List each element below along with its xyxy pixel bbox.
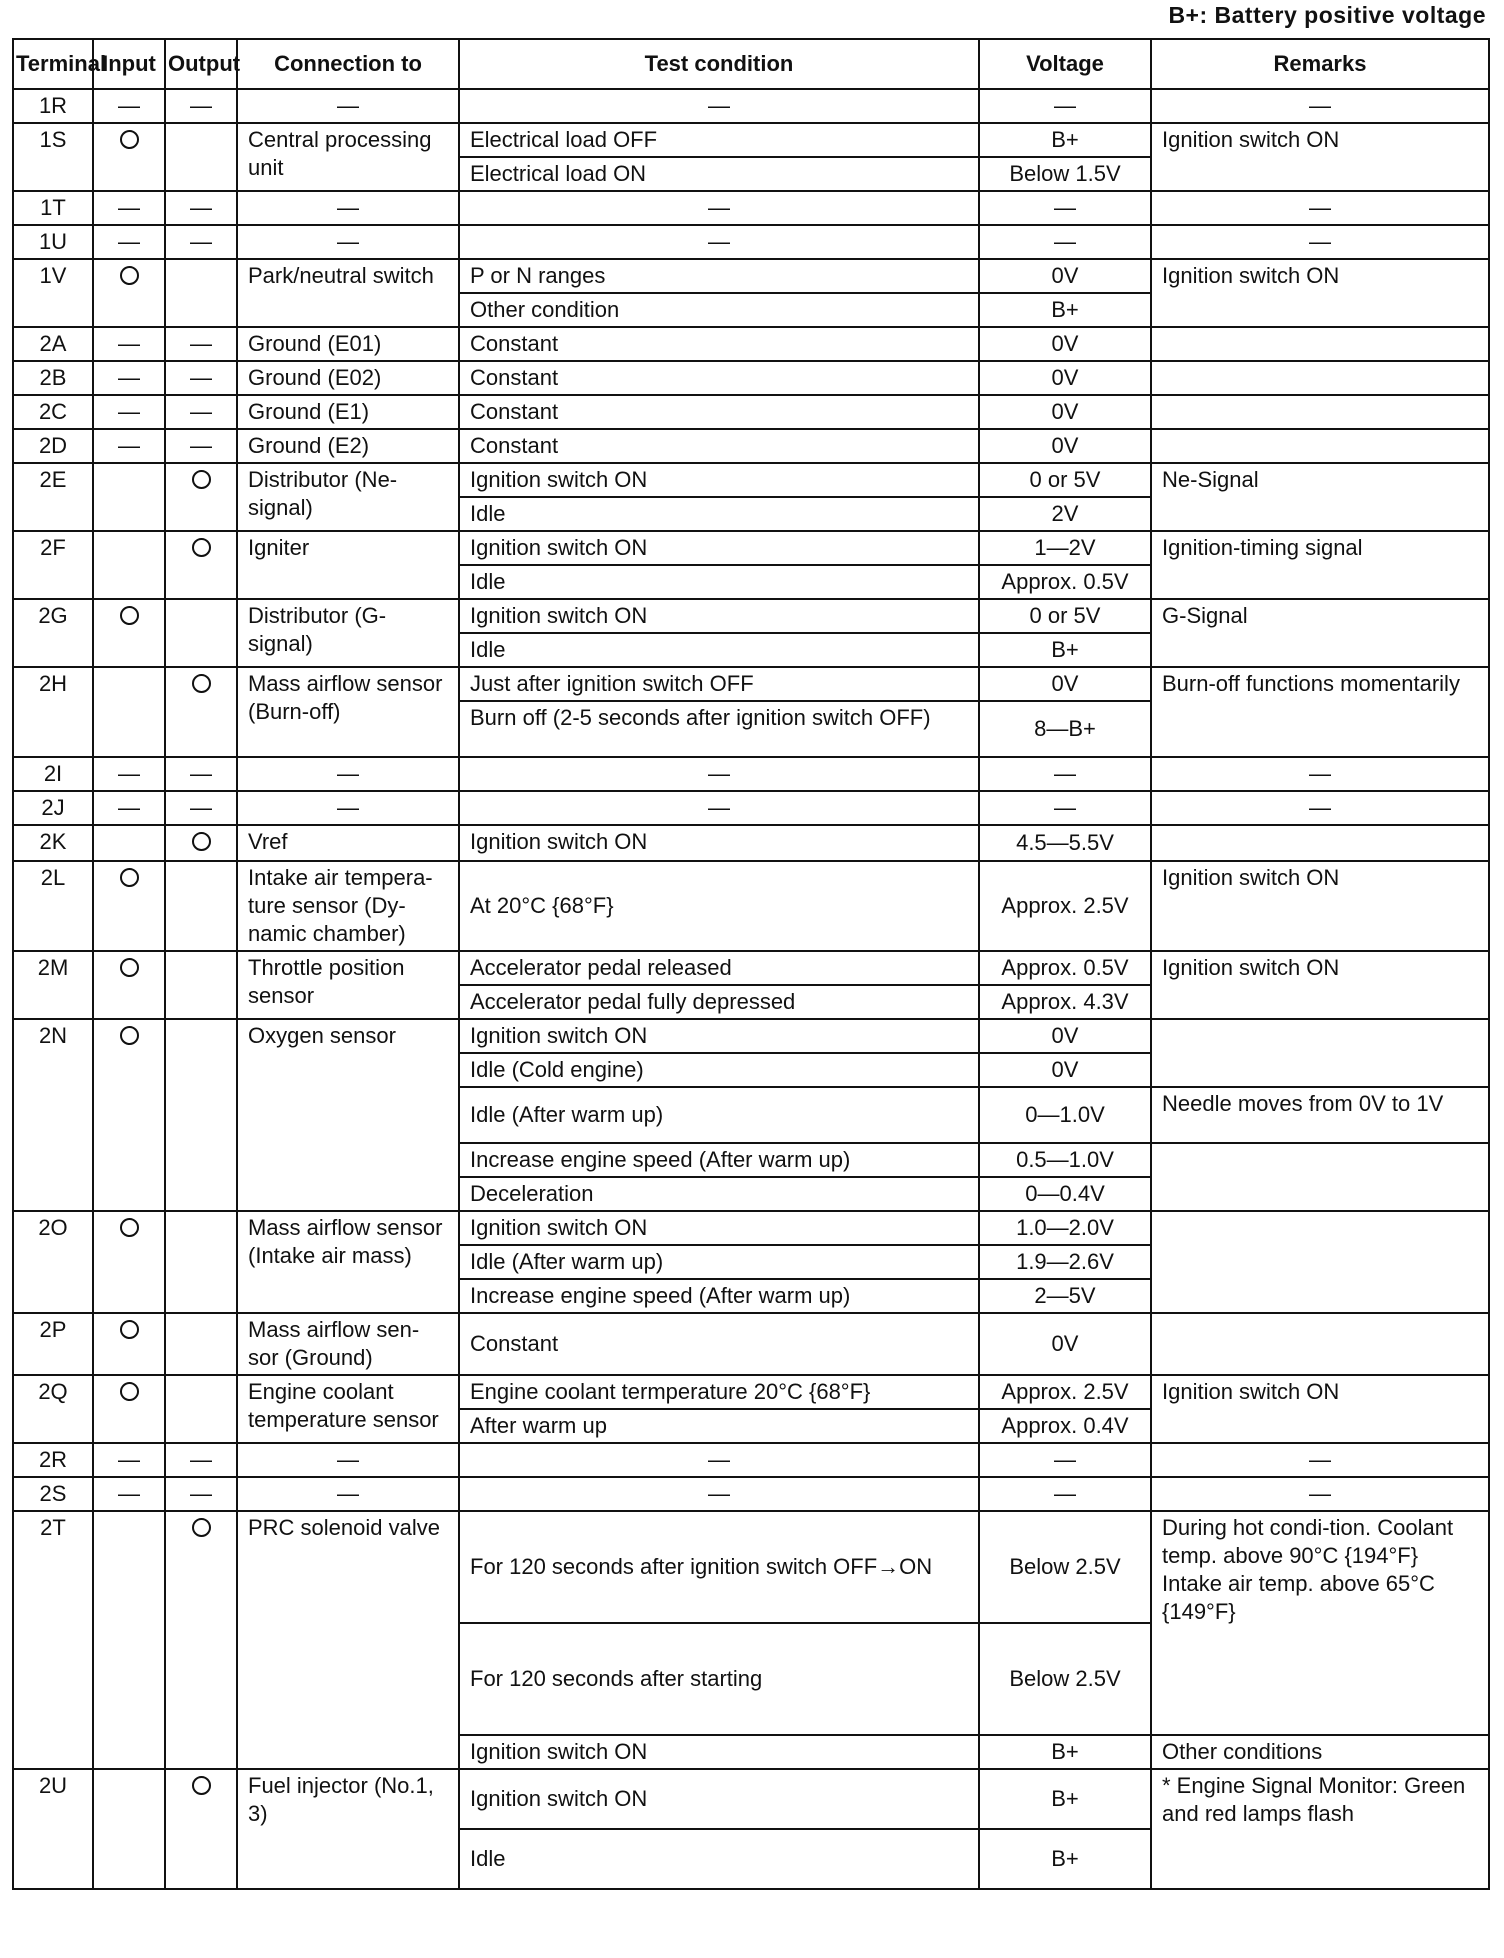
condition-cell: Idle (After warm up) xyxy=(459,1087,979,1143)
remarks-cell: — xyxy=(1151,757,1489,791)
remarks-cell: * Engine Signal Monitor: Green and red lamps flash xyxy=(1151,1769,1489,1889)
output-cell: — xyxy=(165,1477,237,1511)
voltage-cell: Approx. 2.5V xyxy=(979,861,1151,951)
terminal-cell: 1U xyxy=(13,225,93,259)
terminal-cell: 2B xyxy=(13,361,93,395)
condition-cell: Constant xyxy=(459,429,979,463)
terminal-cell: 2G xyxy=(13,599,93,667)
input-cell xyxy=(93,463,165,531)
condition-cell: Ignition switch ON xyxy=(459,463,979,497)
condition-cell: After warm up xyxy=(459,1409,979,1443)
table-row xyxy=(13,1443,1489,1477)
condition-cell: Electrical load OFF xyxy=(459,123,979,157)
table-row xyxy=(13,757,1489,791)
table-row xyxy=(13,1511,1489,1623)
condition-cell: Constant xyxy=(459,395,979,429)
input-cell: — xyxy=(93,429,165,463)
voltage-cell: Approx. 4.3V xyxy=(979,985,1151,1019)
remarks-cell: Needle moves from 0V to 1V xyxy=(1151,1087,1489,1143)
input-cell xyxy=(93,1375,165,1443)
remarks-cell: — xyxy=(1151,225,1489,259)
connection-cell: Vref xyxy=(237,825,459,861)
table-row xyxy=(13,191,1489,225)
input-cell: — xyxy=(93,1477,165,1511)
output-cell xyxy=(165,1769,237,1889)
output-cell: — xyxy=(165,395,237,429)
voltage-cell: B+ xyxy=(979,1829,1151,1889)
remarks-cell: — xyxy=(1151,1443,1489,1477)
voltage-cell: 1.0—2.0V xyxy=(979,1211,1151,1245)
condition-cell: Idle xyxy=(459,633,979,667)
condition-cell: Ignition switch ON xyxy=(459,825,979,861)
terminal-cell: 2M xyxy=(13,951,93,1019)
connection-cell: — xyxy=(237,191,459,225)
connection-cell: Mass airflow sensor (Intake air mass) xyxy=(237,1211,459,1313)
header-remarks: Remarks xyxy=(1151,39,1489,89)
condition-cell: Idle xyxy=(459,497,979,531)
input-circle-icon xyxy=(120,1382,139,1401)
remarks-cell xyxy=(1151,1019,1489,1087)
input-cell: — xyxy=(93,89,165,123)
voltage-cell: Approx. 2.5V xyxy=(979,1375,1151,1409)
input-cell xyxy=(93,1769,165,1889)
remarks-cell: G-Signal xyxy=(1151,599,1489,667)
terminal-cell: 2C xyxy=(13,395,93,429)
input-cell xyxy=(93,259,165,327)
condition-cell: Deceleration xyxy=(459,1177,979,1211)
voltage-cell: 0.5—1.0V xyxy=(979,1143,1151,1177)
condition-cell: Idle (Cold engine) xyxy=(459,1053,979,1087)
output-cell: — xyxy=(165,89,237,123)
voltage-cell: — xyxy=(979,89,1151,123)
remarks-cell: Ignition switch ON xyxy=(1151,123,1489,191)
table-row xyxy=(13,861,1489,951)
header-test-condition: Test condition xyxy=(459,39,979,89)
voltage-cell: 0V xyxy=(979,395,1151,429)
voltage-cell: B+ xyxy=(979,293,1151,327)
condition-cell: — xyxy=(459,89,979,123)
output-cell: — xyxy=(165,191,237,225)
connection-cell: Distributor (Ne-signal) xyxy=(237,463,459,531)
remarks-cell: Ne-Signal xyxy=(1151,463,1489,531)
voltage-cell: Below 2.5V xyxy=(979,1511,1151,1623)
voltage-cell: Approx. 0.5V xyxy=(979,565,1151,599)
voltage-cell: 1.9—2.6V xyxy=(979,1245,1151,1279)
voltage-cell: B+ xyxy=(979,633,1151,667)
voltage-cell: B+ xyxy=(979,1769,1151,1829)
output-cell xyxy=(165,1211,237,1313)
condition-cell: Accelerator pedal released xyxy=(459,951,979,985)
condition-cell: Other condition xyxy=(459,293,979,327)
output-circle-icon xyxy=(192,470,211,489)
terminal-cell: 1S xyxy=(13,123,93,191)
table-row xyxy=(13,259,1489,293)
output-cell xyxy=(165,667,237,757)
input-circle-icon xyxy=(120,958,139,977)
connection-cell: — xyxy=(237,1477,459,1511)
input-cell xyxy=(93,123,165,191)
voltage-cell: 8—B+ xyxy=(979,701,1151,757)
connection-cell: Engine coolant temperature sensor xyxy=(237,1375,459,1443)
voltage-cell: 0V xyxy=(979,1019,1151,1053)
output-cell xyxy=(165,825,237,861)
remarks-cell xyxy=(1151,327,1489,361)
remarks-cell: Other conditions xyxy=(1151,1735,1489,1769)
remarks-cell: Ignition switch ON xyxy=(1151,951,1489,1019)
table-row xyxy=(13,791,1489,825)
output-cell xyxy=(165,861,237,951)
remarks-cell xyxy=(1151,1211,1489,1313)
header-output: Output xyxy=(165,39,237,89)
condition-cell: Ignition switch ON xyxy=(459,599,979,633)
terminal-cell: 2I xyxy=(13,757,93,791)
voltage-cell: 1—2V xyxy=(979,531,1151,565)
voltage-cell: 2—5V xyxy=(979,1279,1151,1313)
input-circle-icon xyxy=(120,868,139,887)
voltage-cell: 0V xyxy=(979,361,1151,395)
terminal-cell: 2H xyxy=(13,667,93,757)
condition-cell: Accelerator pedal fully depressed xyxy=(459,985,979,1019)
condition-cell: — xyxy=(459,1443,979,1477)
input-cell xyxy=(93,1313,165,1375)
voltage-cell: B+ xyxy=(979,123,1151,157)
remarks-cell: Ignition switch ON xyxy=(1151,1375,1489,1443)
output-cell xyxy=(165,259,237,327)
terminal-cell: 2T xyxy=(13,1511,93,1769)
voltage-cell: Approx. 0.5V xyxy=(979,951,1151,985)
voltage-cell: Below 1.5V xyxy=(979,157,1151,191)
condition-cell: Increase engine speed (After warm up) xyxy=(459,1279,979,1313)
header-voltage: Voltage xyxy=(979,39,1151,89)
table-row xyxy=(13,89,1489,123)
output-cell xyxy=(165,123,237,191)
input-cell: — xyxy=(93,791,165,825)
connection-cell: — xyxy=(237,757,459,791)
input-circle-icon xyxy=(120,606,139,625)
terminal-cell: 2P xyxy=(13,1313,93,1375)
connection-cell: PRC solenoid valve xyxy=(237,1511,459,1769)
remarks-cell xyxy=(1151,1313,1489,1375)
output-circle-icon xyxy=(192,674,211,693)
table-row xyxy=(13,1375,1489,1409)
voltage-cell: 0V xyxy=(979,429,1151,463)
connection-cell: Oxygen sensor xyxy=(237,1019,459,1211)
output-cell: — xyxy=(165,1443,237,1477)
remarks-cell xyxy=(1151,395,1489,429)
condition-cell: Constant xyxy=(459,327,979,361)
output-cell xyxy=(165,1375,237,1443)
remarks-cell: Ignition switch ON xyxy=(1151,861,1489,951)
condition-cell: Increase engine speed (After warm up) xyxy=(459,1143,979,1177)
voltage-cell: 0—0.4V xyxy=(979,1177,1151,1211)
header-terminal: Terminal xyxy=(13,39,93,89)
condition-cell: Electrical load ON xyxy=(459,157,979,191)
table-row xyxy=(13,1211,1489,1245)
input-cell: — xyxy=(93,327,165,361)
condition-cell: — xyxy=(459,1477,979,1511)
table-row xyxy=(13,1019,1489,1053)
connection-cell: Park/neutral switch xyxy=(237,259,459,327)
table-row xyxy=(13,123,1489,157)
condition-cell: At 20°C {68°F} xyxy=(459,861,979,951)
output-cell: — xyxy=(165,791,237,825)
voltage-cell: B+ xyxy=(979,1735,1151,1769)
remarks-cell: Ignition-timing signal xyxy=(1151,531,1489,599)
header-connection: Connection to xyxy=(237,39,459,89)
output-circle-icon xyxy=(192,832,211,851)
input-cell xyxy=(93,861,165,951)
voltage-cell: Approx. 0.4V xyxy=(979,1409,1151,1443)
output-cell: — xyxy=(165,361,237,395)
input-circle-icon xyxy=(120,266,139,285)
voltage-cell: 0V xyxy=(979,1053,1151,1087)
condition-cell: Ignition switch ON xyxy=(459,1769,979,1829)
remarks-cell: Burn-off functions momentarily xyxy=(1151,667,1489,757)
table-row xyxy=(13,599,1489,633)
table-row xyxy=(13,951,1489,985)
table-row xyxy=(13,225,1489,259)
condition-cell: For 120 seconds after ignition switch OFF→ON xyxy=(459,1511,979,1623)
connection-cell: Central processing unit xyxy=(237,123,459,191)
condition-cell: — xyxy=(459,225,979,259)
condition-cell: Idle xyxy=(459,1829,979,1889)
output-cell xyxy=(165,531,237,599)
table-row xyxy=(13,1313,1489,1375)
input-cell: — xyxy=(93,191,165,225)
output-cell xyxy=(165,951,237,1019)
condition-cell: For 120 seconds after starting xyxy=(459,1623,979,1735)
terminal-cell: 1V xyxy=(13,259,93,327)
remarks-cell: — xyxy=(1151,791,1489,825)
input-cell: — xyxy=(93,757,165,791)
connection-cell: Ground (E2) xyxy=(237,429,459,463)
condition-cell: Ignition switch ON xyxy=(459,1735,979,1769)
voltage-cell: — xyxy=(979,191,1151,225)
connection-cell: Distributor (G-signal) xyxy=(237,599,459,667)
input-cell xyxy=(93,951,165,1019)
voltage-cell: — xyxy=(979,225,1151,259)
output-cell xyxy=(165,1511,237,1769)
condition-cell: Just after ignition switch OFF xyxy=(459,667,979,701)
terminal-cell: 2D xyxy=(13,429,93,463)
remarks-cell: During hot condi-tion. Coolant temp. above 90°C {194°F} Intake air temp. above 65°C {149°F} xyxy=(1151,1511,1489,1735)
terminal-cell: 2S xyxy=(13,1477,93,1511)
input-cell xyxy=(93,1511,165,1769)
condition-cell: Idle (After warm up) xyxy=(459,1245,979,1279)
output-cell xyxy=(165,599,237,667)
remarks-cell: — xyxy=(1151,191,1489,225)
condition-cell: Constant xyxy=(459,361,979,395)
input-cell: — xyxy=(93,225,165,259)
connection-cell: — xyxy=(237,225,459,259)
condition-cell: Ignition switch ON xyxy=(459,1211,979,1245)
output-cell xyxy=(165,1019,237,1211)
output-cell: — xyxy=(165,429,237,463)
terminal-cell: 2F xyxy=(13,531,93,599)
condition-cell: Burn off (2-5 seconds after ignition switch OFF) xyxy=(459,701,979,757)
voltage-cell: 0V xyxy=(979,327,1151,361)
header-input: Input xyxy=(93,39,165,89)
voltage-cell: — xyxy=(979,1477,1151,1511)
output-cell: — xyxy=(165,757,237,791)
voltage-cell: 0V xyxy=(979,259,1151,293)
table-row xyxy=(13,1769,1489,1829)
output-circle-icon xyxy=(192,1776,211,1795)
connection-cell: — xyxy=(237,1443,459,1477)
voltage-cell: Below 2.5V xyxy=(979,1623,1151,1735)
connection-cell: Mass airflow sensor (Burn-off) xyxy=(237,667,459,757)
condition-cell: Ignition switch ON xyxy=(459,531,979,565)
connection-cell: Mass airflow sen-sor (Ground) xyxy=(237,1313,459,1375)
condition-cell: Constant xyxy=(459,1313,979,1375)
table-row xyxy=(13,667,1489,701)
terminal-cell: 2A xyxy=(13,327,93,361)
terminal-cell: 1T xyxy=(13,191,93,225)
terminal-cell: 1R xyxy=(13,89,93,123)
input-cell: — xyxy=(93,395,165,429)
connection-cell: Ground (E1) xyxy=(237,395,459,429)
input-cell xyxy=(93,599,165,667)
input-cell xyxy=(93,825,165,861)
voltage-cell: 2V xyxy=(979,497,1151,531)
remarks-cell xyxy=(1151,429,1489,463)
table-row xyxy=(13,825,1489,861)
table-row xyxy=(13,395,1489,429)
terminal-cell: 2E xyxy=(13,463,93,531)
connection-cell: Igniter xyxy=(237,531,459,599)
connection-cell: Fuel injector (No.1, 3) xyxy=(237,1769,459,1889)
input-cell xyxy=(93,531,165,599)
output-cell: — xyxy=(165,327,237,361)
terminal-cell: 2O xyxy=(13,1211,93,1313)
output-cell xyxy=(165,463,237,531)
output-circle-icon xyxy=(192,1518,211,1537)
input-circle-icon xyxy=(120,1320,139,1339)
terminal-cell: 2L xyxy=(13,861,93,951)
output-cell: — xyxy=(165,225,237,259)
table-row xyxy=(13,429,1489,463)
table-row xyxy=(13,463,1489,497)
condition-cell: — xyxy=(459,791,979,825)
table-row xyxy=(13,327,1489,361)
terminal-cell: 2N xyxy=(13,1019,93,1211)
input-cell: — xyxy=(93,361,165,395)
connection-cell: Ground (E01) xyxy=(237,327,459,361)
header-row xyxy=(13,39,1489,89)
connection-cell: Ground (E02) xyxy=(237,361,459,395)
terminal-cell: 2K xyxy=(13,825,93,861)
table-row xyxy=(13,361,1489,395)
input-circle-icon xyxy=(120,1218,139,1237)
terminal-cell: 2Q xyxy=(13,1375,93,1443)
condition-cell: Engine coolant termperature 20°C {68°F} xyxy=(459,1375,979,1409)
output-circle-icon xyxy=(192,538,211,557)
condition-cell: Ignition switch ON xyxy=(459,1019,979,1053)
terminal-voltage-table xyxy=(12,38,1490,1890)
input-cell xyxy=(93,667,165,757)
remarks-cell xyxy=(1151,1143,1489,1211)
remarks-cell: — xyxy=(1151,1477,1489,1511)
condition-cell: P or N ranges xyxy=(459,259,979,293)
remarks-cell: Ignition switch ON xyxy=(1151,259,1489,327)
connection-cell: — xyxy=(237,791,459,825)
input-circle-icon xyxy=(120,130,139,149)
voltage-cell: 4.5—5.5V xyxy=(979,825,1151,861)
battery-voltage-note: B+: Battery positive voltage xyxy=(1168,2,1486,28)
input-cell xyxy=(93,1019,165,1211)
condition-cell: — xyxy=(459,191,979,225)
remarks-cell xyxy=(1151,361,1489,395)
voltage-cell: 0 or 5V xyxy=(979,463,1151,497)
output-cell xyxy=(165,1313,237,1375)
voltage-cell: — xyxy=(979,757,1151,791)
condition-cell: — xyxy=(459,757,979,791)
input-cell: — xyxy=(93,1443,165,1477)
voltage-cell: — xyxy=(979,1443,1151,1477)
voltage-cell: 0V xyxy=(979,1313,1151,1375)
input-circle-icon xyxy=(120,1026,139,1045)
remarks-cell: — xyxy=(1151,89,1489,123)
voltage-cell: 0 or 5V xyxy=(979,599,1151,633)
terminal-cell: 2U xyxy=(13,1769,93,1889)
terminal-cell: 2R xyxy=(13,1443,93,1477)
voltage-cell: — xyxy=(979,791,1151,825)
table-row xyxy=(13,531,1489,565)
connection-cell: — xyxy=(237,89,459,123)
voltage-cell: 0—1.0V xyxy=(979,1087,1151,1143)
input-cell xyxy=(93,1211,165,1313)
voltage-cell: 0V xyxy=(979,667,1151,701)
terminal-cell: 2J xyxy=(13,791,93,825)
remarks-cell xyxy=(1151,825,1489,861)
connection-cell: Throttle position sensor xyxy=(237,951,459,1019)
connection-cell: Intake air tempera-ture sensor (Dy-namic chamber) xyxy=(237,861,459,951)
condition-cell: Idle xyxy=(459,565,979,599)
table-row xyxy=(13,1477,1489,1511)
